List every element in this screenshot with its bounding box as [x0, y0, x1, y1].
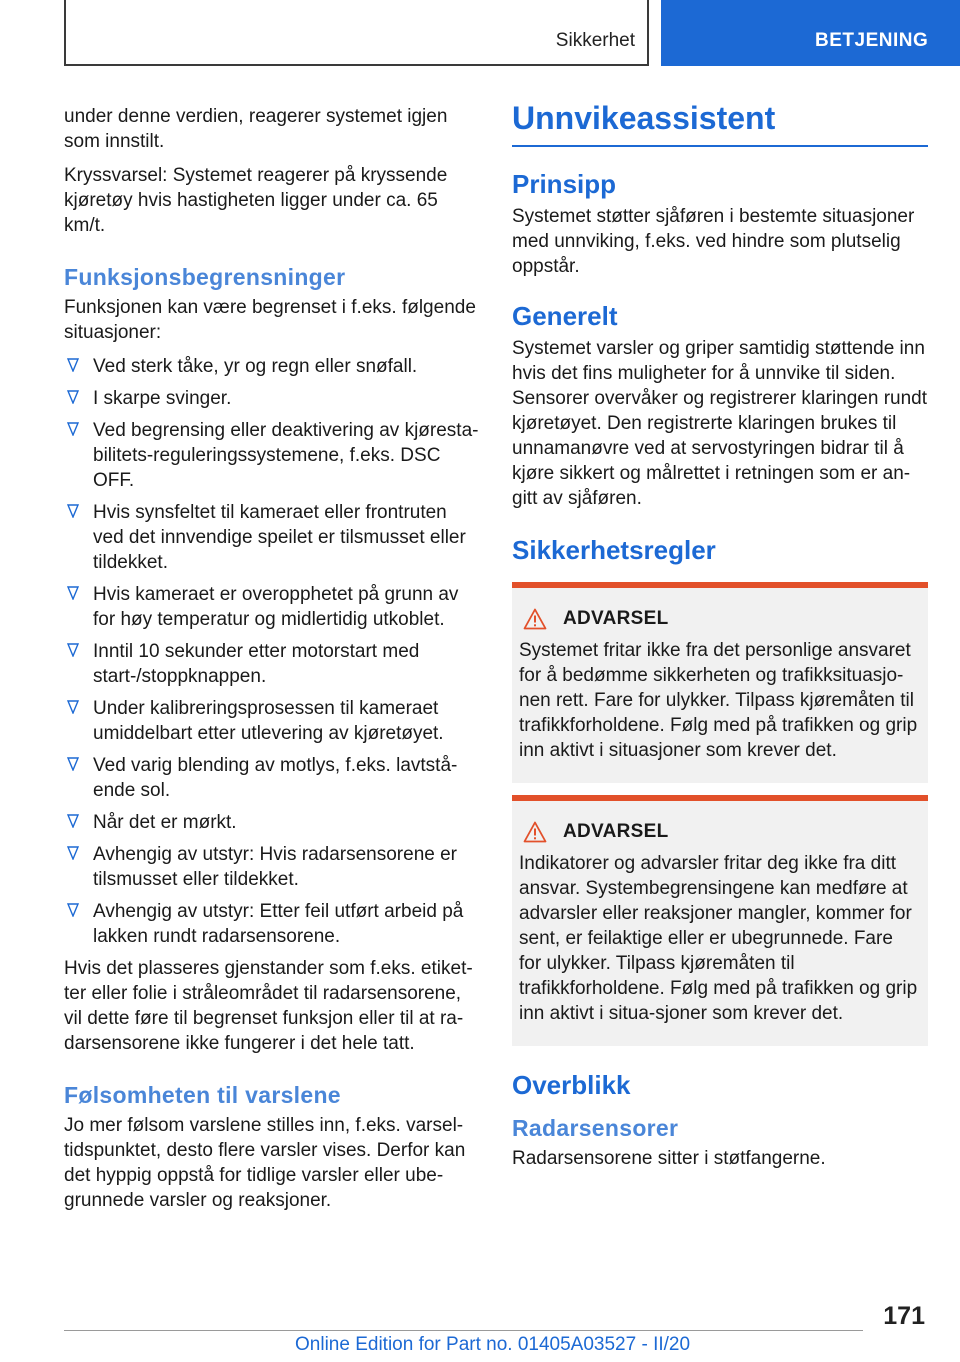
radar-text: Radarsensorene sitter i støtfangerne.: [512, 1148, 826, 1169]
principle-text: Systemet støtter sjåføren i bestemte situasjoner med unnviking, f.eks. ved hindre som plutselig oppstår.: [512, 206, 915, 277]
list-item: Hvis synsfeltet til kameraet eller frontruten ved det innvendige speilet er tilsmusset eller tildekket.: [64, 500, 480, 575]
page-number: 171: [883, 1302, 925, 1330]
principle-heading: Prinsipp: [512, 169, 617, 199]
general-heading: Generelt: [512, 301, 618, 331]
warning-triangle-icon: [523, 608, 547, 630]
radar-heading: Radarsensorer: [512, 1115, 679, 1141]
list-item: Under kalibreringsprosessen til kameraet umiddelbart etter utlevering av kjøretøyet.: [64, 696, 480, 746]
triangle-bullet-icon: [67, 390, 79, 404]
list-item: Ved varig blending av motlys, f.eks. lavtstå-ende sol.: [64, 753, 480, 803]
safety-heading: Sikkerhetsregler: [512, 535, 716, 565]
triangle-bullet-icon: [67, 586, 79, 600]
list-item: Hvis kameraet er overopphetet på grunn av for høy temperatur og midlertidig utkoblet.: [64, 582, 480, 632]
header-chapter-label: BETJENING: [815, 30, 929, 51]
right-column: [512, 100, 928, 1171]
chapter-title: Unnvikeassistent: [512, 100, 928, 147]
triangle-bullet-icon: [67, 757, 79, 771]
warning-title-2: ADVARSEL: [563, 821, 669, 842]
triangle-bullet-icon: [67, 903, 79, 917]
limits-intro: Funksjonen kan være begrenset i f.eks. følgende situasjoner:: [64, 297, 476, 343]
warning-box-1: [512, 582, 928, 783]
header-section-box: [64, 0, 649, 66]
header-chapter-tab: [661, 0, 960, 66]
list-item: Avhengig av utstyr: Hvis radarsensorene er tilsmusset eller tildekket.: [64, 842, 480, 892]
intro-paragraph-1: under denne verdien, reagerer systemet igjen som innstilt.: [64, 106, 448, 152]
triangle-bullet-icon: [67, 814, 79, 828]
footer-divider: [64, 1330, 863, 1331]
intro-paragraph-2: Kryssvarsel: Systemet reagerer på kryssende kjøretøy hvis hastigheten ligger under ca. 65 km/t.: [64, 165, 448, 236]
triangle-bullet-icon: [67, 422, 79, 436]
triangle-bullet-icon: [67, 700, 79, 714]
list-item: Når det er mørkt.: [64, 810, 480, 835]
triangle-bullet-icon: [67, 504, 79, 518]
header-section-label: Sikkerhet: [555, 30, 635, 51]
sensitivity-heading: Følsomheten til varslene: [64, 1082, 341, 1108]
triangle-bullet-icon: [67, 846, 79, 860]
sensitivity-text: Jo mer følsom varslene stilles inn, f.eks. varsel-tidspunktet, desto flere varsler vises. Derfor kan det hyppig oppstå for tidlige varsler eller ube-grunnede varsler og reaksjoner.: [64, 1115, 466, 1211]
warning-text-1: Systemet fritar ikke fra det personlige ansvaret for å bedømme sikkerheten og trafikksituasjo-nen rett. Fare for ulykker. Tilpass kjøremåten til trafikkforholdene. Følg med på trafikken og grip inn aktivt i situasjoner som krever det.: [519, 640, 918, 761]
list-item: Inntil 10 sekunder etter motorstart med start-/stoppknappen.: [64, 639, 480, 689]
footer-edition: Online Edition for Part no. 01405A03527 - II/20: [295, 1334, 691, 1355]
general-text: Systemet varsler og griper samtidig støttende inn hvis det fins muligheter for å unnvike til siden. Sensorer overvåker og registrerer klaringen rundt kjøretøyet. Den registrerte klaringen brukes til unnamanøvre ved at servostyringen bidrar til å kjøre sikkert og målrettet i retningen som er an-gitt av sjåføren.: [512, 338, 928, 509]
triangle-bullet-icon: [67, 358, 79, 372]
list-item: Ved sterk tåke, yr og regn eller snøfall.: [64, 354, 480, 379]
left-column: [64, 104, 480, 1213]
limits-heading: Funksjonsbegrensninger: [64, 264, 346, 290]
list-item: Ved begrensing eller deaktivering av kjøresta-bilitets-reguleringssystemene, f.eks. DSC OFF.: [64, 418, 480, 493]
limits-outro: Hvis det plasseres gjenstander som f.eks. etiket-ter eller folie i stråleområdet til radarsensorene, vil dette føre til begrenset funksjon eller til at ra-darsensorene ikke fungerer i det hele tatt.: [64, 958, 473, 1054]
warning-text-2: Indikatorer og advarsler fritar deg ikke fra ditt ansvar. Systembegrensingene kan medføre at advarsler eller reaksjoner mangler, kommer for sent, er feilaktige eller er ubegrunnede. Fare for ulykker. Tilpass kjøremåten til trafikkforholdene. Følg med på trafikken og grip inn aktivt i situa-sjoner som krever det.: [519, 853, 918, 1024]
warning-title-1: ADVARSEL: [563, 608, 669, 629]
warning-box-2: [512, 795, 928, 1046]
list-item: I skarpe svinger.: [64, 386, 480, 411]
overview-heading: Overblikk: [512, 1070, 631, 1100]
list-item: Avhengig av utstyr: Etter feil utført arbeid på lakken rundt radarsensorene.: [64, 899, 480, 949]
warning-triangle-icon: [523, 821, 547, 843]
limits-list: [64, 354, 480, 949]
triangle-bullet-icon: [67, 643, 79, 657]
